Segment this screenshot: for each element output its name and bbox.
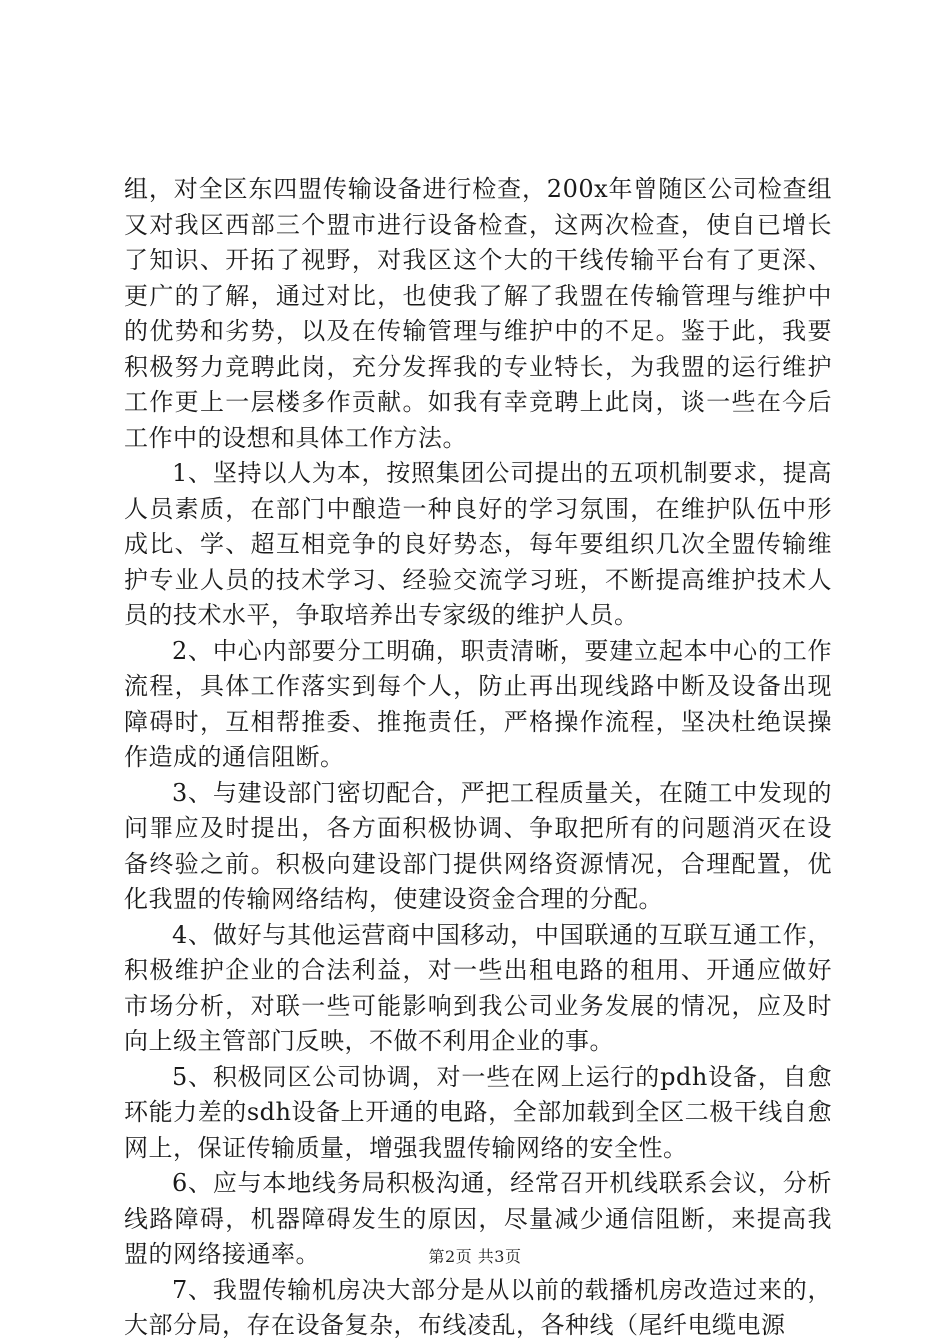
paragraph-item-1: 1、坚持以人为本，按照集团公司提出的五项机制要求，提高人员素质，在部门中酿造一种良好的学习氛围，在维护队伍中形成比、学、超互相竞争的良好势态，每年要组织几次全盟传输维护专业人员的技术学习、经验交流学习班，不断提高维护技术人员的技术水平，争取培养出专家级的维护人员。 <box>124 459 832 629</box>
paragraph-item-4: 4、做好与其他运营商中国移动，中国联通的互联互通工作，积极维护企业的合法利益，对一些出租电路的租用、开通应做好市场分析，对联一些可能影响到我公司业务发展的情况，应及时向上级主管部门反映，不做不利用企业的事。 <box>124 920 832 1055</box>
document-body <box>124 172 832 1344</box>
paragraph-item-2: 2、中心内部要分工明确，职责清晰，要建立起本中心的工作流程，具体工作落实到每个人，防止再出现线路中断及设备出现障碍时，互相帮推委、推拖责任，严格操作流程，坚决杜绝误操作造成的通信阻断。 <box>124 636 832 771</box>
paragraph-item-5: 5、积极同区公司协调，对一些在网上运行的pdh设备，自愈环能力差的sdh设备上开通的电路，全部加载到全区二极干线自愈网上，保证传输质量，增强我盟传输网络的安全性。 <box>124 1062 832 1162</box>
page-number-footer: 第2页 共3页 <box>428 1247 522 1266</box>
paragraph-continuation: 组，对全区东四盟传输设备进行检查，200x年曾随区公司检查组又对我区西部三个盟市进行设备检查，这两次检查，使自已增长了知识、开拓了视野，对我区这个大的干线传输平台有了更深、更广的了解，通过对比，也使我了解了我盟在传输管理与维护中的优势和劣势，以及在传输管理与维护中的不足。鉴于此，我要积极努力竞聘此岗，充分发挥我的专业特长，为我盟的运行维护工作更上一层楼多作贡献。如我有幸竞聘上此岗，谈一些在今后工作中的设想和具体工作方法。 <box>124 175 832 452</box>
paragraph-item-7: 7、我盟传输机房决大部分是从以前的载播机房改造过来的，大部分局，存在设备复杂，布线凌乱，各种线（尾纤电缆电源 <box>124 1275 832 1339</box>
paragraph-item-6: 6、应与本地线务局积极沟通，经常召开机线联系会议，分析线路障碍，机器障碍发生的原因，尽量减少通信阻断，来提高我盟的网络接通率。 <box>124 1169 832 1268</box>
paragraph-item-3: 3、与建设部门密切配合，严把工程质量关，在随工中发现的问罪应及时提出，各方面积极协调、争取把所有的问题消灭在设备终验之前。积极向建设部门提供网络资源情况，合理配置，优化我盟的传输网络结构，使建设资金合理的分配。 <box>124 778 832 913</box>
